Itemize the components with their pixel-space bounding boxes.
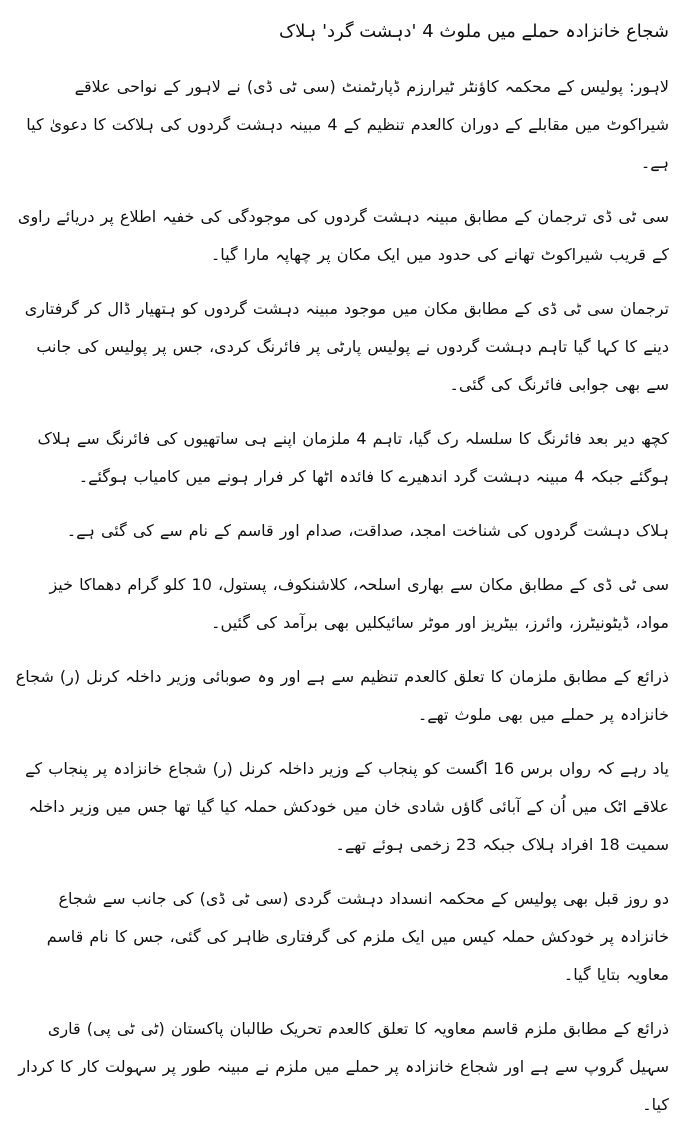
article-paragraph: یاد رہے کہ رواں برس 16 اگست کو پنجاب کے وزیر داخلہ کرنل (ر) شجاع خانزادہ پر پنجاب کے علاقے اٹک میں اُن کے آبائی گاؤں شادی خان میں خودکش حملہ کیا گیا تھا جس میں وزیر داخلہ سمیت 18 افراد ہلاک جبکہ 23 زخمی ہوئے تھے۔ [25,759,669,854]
article-title: شجاع خانزادہ حملے میں ملوث 4 'دہشت گرد' ہلاک [278,21,669,42]
article-paragraph: ترجمان سی ٹی ڈی کے مطابق مکان میں موجود مبینہ دہشت گردوں کو ہتھیار ڈال کر گرفتاری دینے کا کہا گیا تاہم دہشت گردوں نے پولیس پارٹی پر فائرنگ کردی، جس پر پولیس کی جانب سے بھی جوابی فائرنگ کی گئی۔ [24,299,669,394]
article-paragraph: سی ٹی ڈی کے مطابق مکان سے بھاری اسلحہ، کلاشنکوف، پستول، 10 کلو گرام دھماکا خیز مواد، ڈیٹونیٹرز، وائرز، بیٹریز اور موٹر سائیکلیں بھی برآمد کی گئیں۔ [49,575,669,632]
article-paragraph: ذرائع کے مطابق ملزمان کا تعلق کالعدم تنظیم سے ہے اور وہ صوبائی وزیر داخلہ کرنل (ر) شجاع خانزادہ پر حملے میں بھی ملوث تھے۔ [15,667,669,724]
article-paragraph: سی ٹی ڈی ترجمان کے مطابق مبینہ دہشت گردوں کی موجودگی کی خفیہ اطلاع پر دریائے راوی کے قریب شیراکوٹ تھانے کی حدود میں ایک مکان پر چھاپہ مارا گیا۔ [17,207,669,264]
article-paragraph: ذرائع کے مطابق ملزم قاسم معاویہ کا تعلق کالعدم تحریک طالبان پاکستان (ٹی ٹی پی) قاری سہیل گروپ سے ہے اور شجاع خانزادہ پر حملے میں ملزم نے مبینہ طور پر سہولت کار کا کردار کیا۔ [18,1019,669,1114]
article-paragraph: دو روز قبل بھی پولیس کے محکمہ انسداد دہشت گردی (سی ٹی ڈی) کی جانب سے شجاع خانزادہ پر خودکش حملہ کیس میں ایک ملزم کی گرفتاری ظاہر کی گئی، جس کا نام قاسم معاویہ بتایا گیا۔ [46,889,669,984]
article-paragraph: کچھ دیر بعد فائرنگ کا سلسلہ رک گیا، تاہم 4 ملزمان اپنے ہی ساتھیوں کی فائرنگ سے ہلاک ہوگئے جبکہ 4 مبینہ دہشت گرد اندھیرے کا فائدہ اٹھا کر فرار ہونے میں کامیاب ہوگئے۔ [37,429,669,486]
article-paragraph: ہلاک دہشت گردوں کی شناخت امجد، صداقت، صدام اور قاسم کے نام سے کی گئی ہے۔ [66,521,669,540]
article-paragraph: لاہور: پولیس کے محکمہ کاؤنٹر ٹیرارزم ڈپارٹمنٹ (سی ٹی ڈی) نے لاہور کے نواحی علاقے شیراکوٹ میں مقابلے کے دوران کالعدم تنظیم کے 4 مبینہ دہشت گردوں کی ہلاکت کا دعویٰ کیا ہے۔ [26,77,669,172]
